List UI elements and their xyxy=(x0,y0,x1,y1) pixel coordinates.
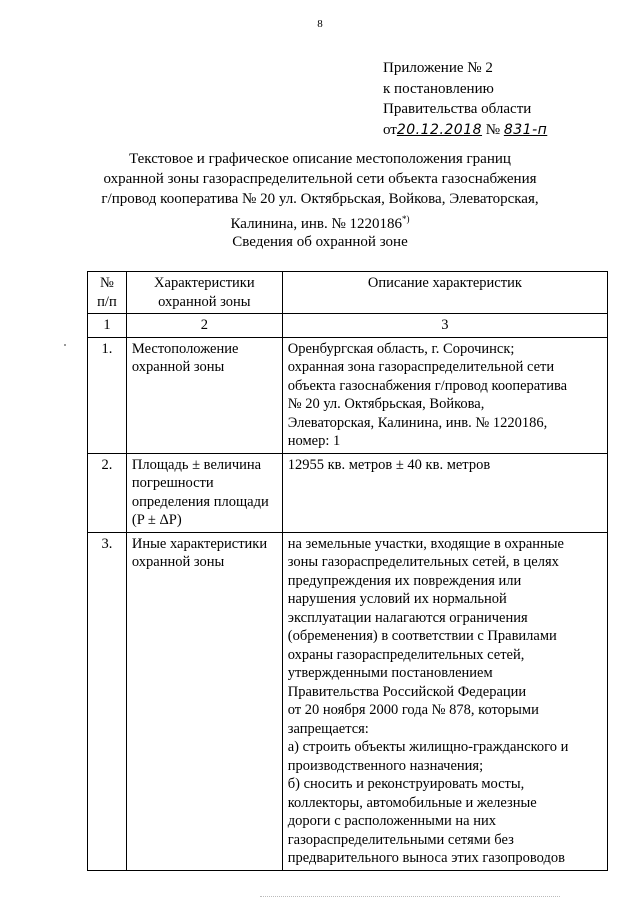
title-line-1: Текстовое и графическое описание местоположения границ xyxy=(129,151,511,167)
cell-line: предупреждения их повреждения или xyxy=(287,572,522,589)
section-subtitle: Сведения об охранной зоне xyxy=(232,234,408,250)
cell-line: погрешности xyxy=(131,475,214,491)
header-number-line-2: п/п xyxy=(97,293,117,310)
cell-line: охранная зона газораспределительной сети xyxy=(287,359,555,375)
cell-line: а) строить объекты жилищно-гражданского и xyxy=(287,739,569,755)
row-characteristic xyxy=(126,337,282,453)
cell-line: № 20 ул. Октябрьская, Войкова, xyxy=(287,396,485,412)
cell-line: Площадь ± величина xyxy=(131,456,262,473)
cell-line: определения площади xyxy=(131,493,269,510)
appendix-block xyxy=(383,58,547,140)
cell-line: нарушения условий их нормальной xyxy=(287,591,507,607)
cell-line: б) сносить и реконструировать мосты, xyxy=(287,776,525,792)
cell-line: охраны газораспределительных сетей, xyxy=(287,646,525,663)
table-row xyxy=(88,337,608,453)
header-char-line-1: Характеристики xyxy=(154,275,255,291)
header-number xyxy=(88,272,127,314)
date-prefix: от xyxy=(383,121,397,138)
handwritten-date: 20.12.2018 xyxy=(396,121,483,138)
header-description: Описание характеристик xyxy=(282,272,607,314)
column-number: 2 xyxy=(126,314,282,338)
cell-line: охранной зоны xyxy=(131,359,225,375)
table-header-row xyxy=(88,272,608,314)
row-number: 2. xyxy=(88,453,127,532)
scan-speck xyxy=(64,344,66,346)
cell-line: Элеваторская, Калинина, инв. № 1220186, xyxy=(287,414,548,431)
table-row xyxy=(88,453,608,532)
cell-line: (обременения) в соответствии с Правилами xyxy=(287,628,557,644)
row-description xyxy=(282,453,607,532)
row-number: 3. xyxy=(88,532,127,870)
column-number: 3 xyxy=(282,314,607,338)
appendix-date-line xyxy=(383,120,547,141)
column-number: 1 xyxy=(88,314,127,338)
number-prefix: № xyxy=(485,121,501,138)
column-number-row xyxy=(88,314,608,338)
cell-line: Правительства Российской Федерации xyxy=(287,683,527,700)
cell-line: запрещается: xyxy=(287,720,369,737)
title-line-4-text: Калинина, инв. № 1220186 xyxy=(230,216,403,232)
cell-line: 12955 кв. метров ± 40 кв. метров xyxy=(287,456,491,473)
protection-zone-table xyxy=(87,271,608,871)
cell-line: газораспределительными сетями без xyxy=(287,831,514,848)
appendix-line-3: Правительства области xyxy=(383,101,532,117)
bleed-through-line xyxy=(260,896,560,901)
row-description xyxy=(282,532,607,870)
header-characteristics xyxy=(126,272,282,314)
cell-line: от 20 ноября 2000 года № 878, которыми xyxy=(287,702,539,718)
page-number: 8 xyxy=(317,18,323,30)
cell-line: эксплуатации налагаются ограничения xyxy=(287,609,528,626)
cell-line: объекта газоснабжения г/провод кооператива xyxy=(287,377,568,394)
cell-line: Местоположение xyxy=(131,340,239,357)
cell-line: охранной зоны xyxy=(131,554,225,570)
appendix-line-1: Приложение № 2 xyxy=(383,60,493,76)
row-characteristic xyxy=(126,453,282,532)
cell-line: (P ± ΔP) xyxy=(131,512,182,528)
table-row xyxy=(88,532,608,870)
cell-line: утвержденными постановлением xyxy=(287,665,493,681)
cell-line: зоны газораспределительных сетей, в целях xyxy=(287,554,559,570)
cell-line: на земельные участки, входящие в охранные xyxy=(287,535,564,552)
header-char-line-2: охранной зоны xyxy=(158,293,251,310)
appendix-line-2: к постановлению xyxy=(383,80,494,97)
row-description xyxy=(282,337,607,453)
cell-line: дороги с расположенными на них xyxy=(287,813,496,829)
footnote-mark: *) xyxy=(402,214,410,224)
title-line-4 xyxy=(100,209,540,234)
document-title xyxy=(100,149,540,234)
row-characteristic xyxy=(126,532,282,870)
cell-line: коллекторы, автомобильные и железные xyxy=(287,794,537,811)
cell-line: Иные характеристики xyxy=(131,535,268,552)
header-number-line-1: № xyxy=(100,275,114,291)
cell-line: Оренбургская область, г. Сорочинск; xyxy=(287,340,515,357)
cell-line: номер: 1 xyxy=(287,433,341,449)
handwritten-number: 831-п xyxy=(503,121,548,138)
cell-line: производственного назначения; xyxy=(287,757,484,774)
title-line-3: г/провод кооператива № 20 ул. Октябрьская, Войкова, Элеваторская, xyxy=(101,191,539,207)
title-line-2: охранной зоны газораспределительной сети объекта газоснабжения xyxy=(103,171,537,187)
cell-line: предварительного выноса этих газопроводов xyxy=(287,850,565,866)
row-number: 1. xyxy=(88,337,127,453)
